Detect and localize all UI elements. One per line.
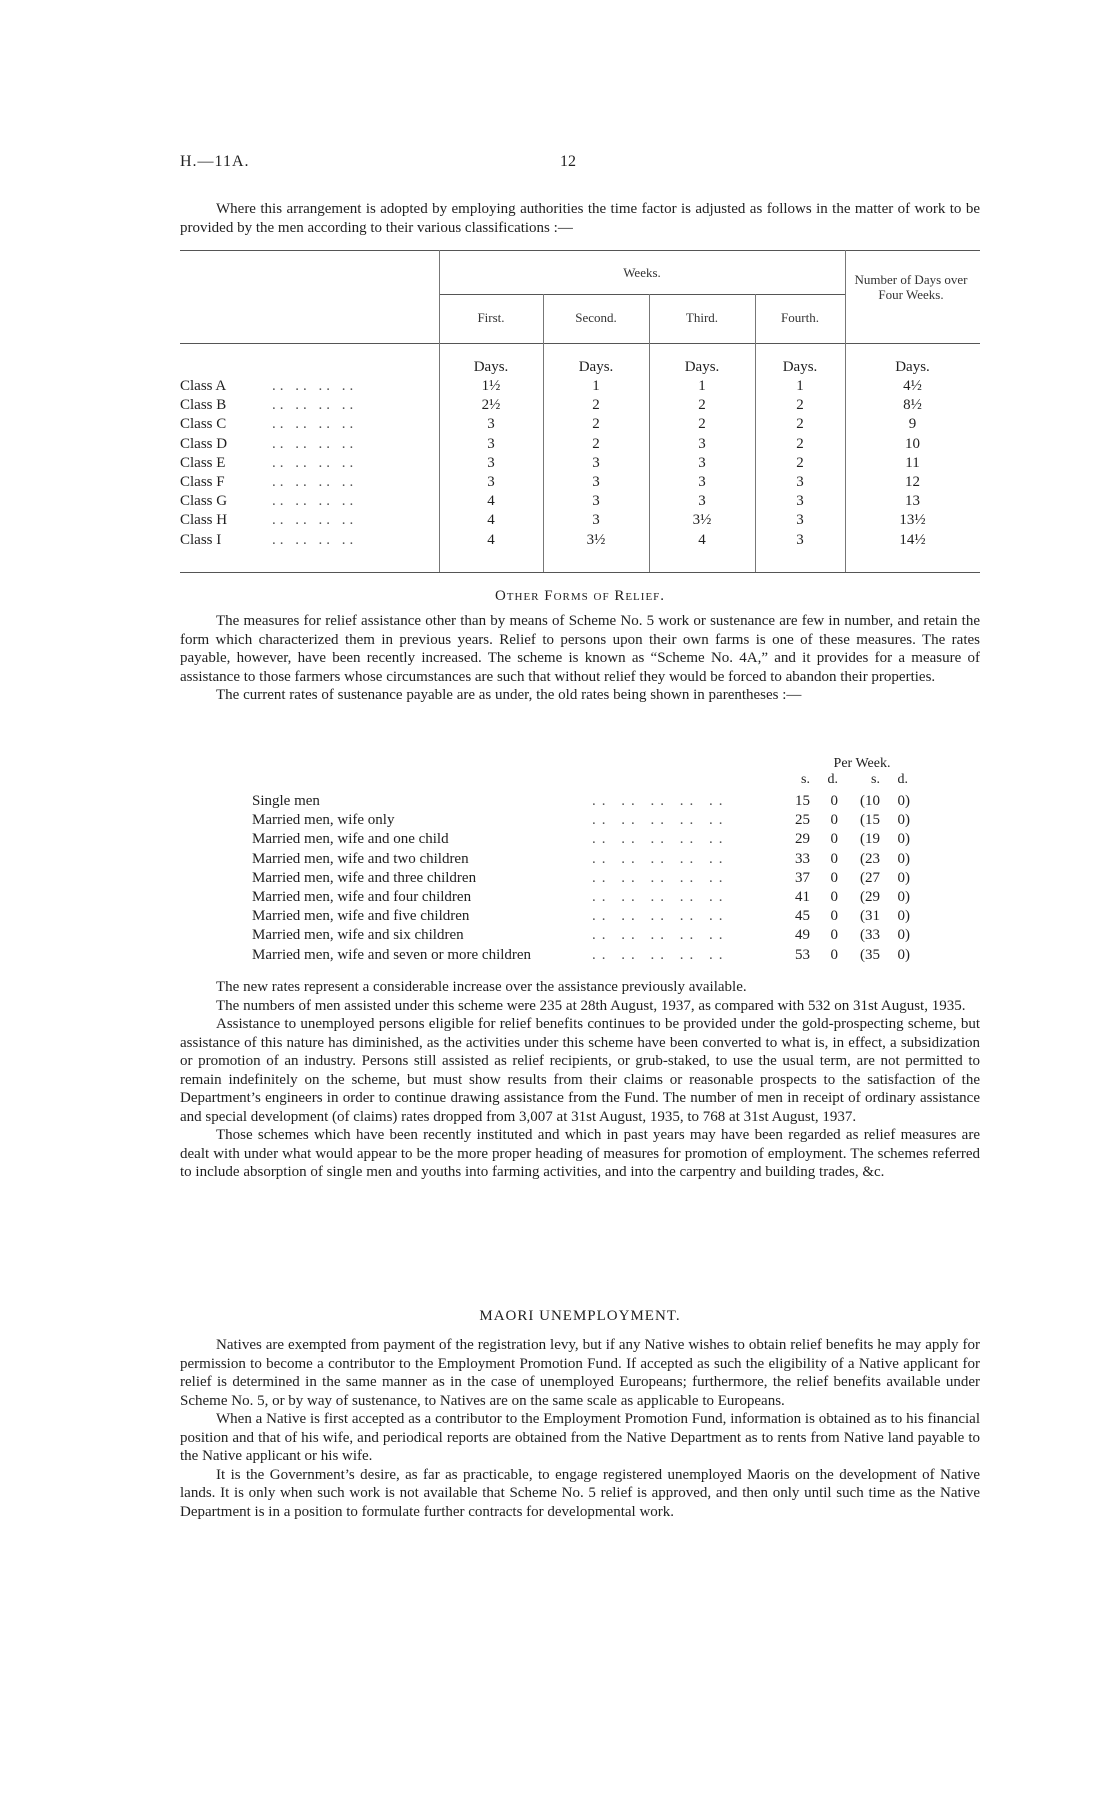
- class-value-cell: 3: [487, 416, 495, 433]
- dot-leader: .. .. .. .. ..: [592, 946, 729, 963]
- rate-new-s: 25: [795, 812, 810, 829]
- rate-new-s: 49: [795, 927, 810, 944]
- class-value-cell: 3: [487, 474, 495, 490]
- class-label: Class H: [180, 512, 228, 529]
- rate-new-d: 0: [830, 889, 838, 905]
- rate-new-s: 53: [795, 946, 810, 963]
- intro-paragraph: [180, 200, 980, 237]
- class-value-cell: 3: [698, 474, 706, 490]
- class-value-cell: 3: [487, 454, 495, 471]
- class-value-cell: 1: [796, 378, 804, 394]
- rate-old-d: 0): [897, 869, 910, 886]
- per-week-header: Per Week.: [833, 756, 891, 771]
- after-rates-paragraph-1: The new rates represent a considerable increase over the assistance previously available.: [216, 979, 747, 995]
- class-value-cell: 3: [698, 454, 706, 471]
- rate-new-s: 37: [795, 869, 810, 886]
- other-forms-title: [180, 588, 980, 605]
- class-value-cell: 1½: [481, 378, 501, 394]
- unit-s-old: s.: [871, 772, 880, 787]
- rate-row: [252, 850, 912, 869]
- other-forms-paragraph-2: The current rates of sustenance payable are as under, the old rates being shown in parentheses :—: [216, 687, 802, 703]
- unit-s-new: s.: [801, 772, 810, 787]
- dot-leader: .. .. .. .. ..: [592, 889, 729, 905]
- rate-new-d: 0: [830, 908, 838, 925]
- intro-text: Where this arrangement is adopted by employing authorities the time factor is adjusted as follows in the matter of work to be provided by the men according to their various classifications :—: [180, 201, 980, 236]
- rate-old-d: 0): [897, 793, 910, 809]
- class-value-cell: 3: [796, 512, 804, 529]
- class-value-cell: 2½: [481, 397, 501, 414]
- rate-category: Married men, wife and three children: [252, 869, 477, 886]
- sustenance-rates-table: [252, 756, 912, 966]
- class-value-cell: 3: [592, 454, 600, 471]
- dot-leader: .. .. .. ..: [272, 454, 358, 471]
- rate-category: Married men, wife and four children: [252, 889, 472, 905]
- dot-leader: .. .. .. .. ..: [592, 850, 729, 867]
- rate-new-s: 29: [795, 831, 810, 848]
- class-label: Class G: [180, 493, 228, 510]
- rate-new-d: 0: [830, 812, 838, 829]
- dot-leader: .. .. .. ..: [272, 435, 358, 452]
- rate-row: [252, 869, 912, 888]
- rate-new-d: 0: [830, 869, 838, 886]
- rate-row: [252, 830, 912, 849]
- rate-category: Single men: [252, 793, 320, 809]
- rate-new-s: 45: [795, 908, 810, 925]
- week-header-fourth: Fourth.: [781, 310, 819, 325]
- class-value-cell: 4½: [903, 378, 922, 394]
- unit-label-third: Days.: [684, 359, 720, 375]
- dot-leader: .. .. .. .. ..: [592, 908, 729, 925]
- class-value-cell: 4: [487, 512, 495, 529]
- after-rates-paragraph-3: Assistance to unemployed persons eligible for relief benefits continues to be provided under the gold-prospecting scheme, but assistance of this nature has diminished, as the activities under this scheme have been converted to what is, in effect, a subsidization or promotion of an industry. Persons still assisted as relief recipients, or grub-staked, to use the usual term, are not permitted to remain indefinitely on the scheme, but must show results from their claims or reasonable prospects to the satisfaction of the Department’s engineers in order to continue drawing assistance from the Fund. The number of men in receipt of ordinary assistance and special development (of claims) rates dropped from 3,007 at 31st August, 1935, to 768 at 31st August, 1937.: [180, 1016, 980, 1125]
- class-label: Class F: [180, 474, 225, 490]
- class-value-cell: 8½: [903, 397, 922, 414]
- maori-text: [180, 1336, 980, 1521]
- weeks-subheader-rule: [439, 294, 845, 295]
- rate-row: [252, 792, 912, 811]
- unit-label-second: Days.: [578, 359, 614, 375]
- dot-leader: .. .. .. ..: [272, 474, 358, 490]
- class-value-cell: 4: [487, 531, 495, 548]
- unit-label-fourth: Days.: [782, 359, 818, 375]
- class-value-cell: 1: [698, 378, 706, 394]
- week-header-second: Second.: [575, 310, 617, 325]
- class-value-cell: 3: [796, 474, 804, 490]
- rate-old-s: (35: [860, 946, 880, 963]
- week-header-first: First.: [477, 310, 505, 325]
- class-value-cell: 3: [796, 493, 804, 510]
- class-value-cell: 11: [905, 454, 920, 471]
- dot-leader: .. .. .. ..: [272, 512, 358, 529]
- other-forms-title-text: Other Forms of Relief.: [494, 588, 666, 604]
- maori-paragraph-1: Natives are exempted from payment of the registration levy, but if any Native wishes to obtain relief benefits he may apply for permission to become a contributor to the Employment Promotion Fund. If accepted as such the eligibility of a Native applicant for relief is determined in the same manner as in the case of unemployed Europeans; furthermore, the relief benefits available under Scheme No. 5, or by way of sustenance, to Natives are on the same scale as applicable to Europeans.: [180, 1337, 980, 1409]
- class-value-cell: 2: [698, 416, 706, 433]
- rate-new-s: 33: [795, 850, 810, 867]
- class-value-cell: 2: [796, 435, 804, 452]
- class-label: Class A: [180, 378, 227, 394]
- table-bottom-rule: [180, 572, 980, 573]
- after-rates-paragraph-2: The numbers of men assisted under this scheme were 235 at 28th August, 1937, as compared with 532 on 31st August, 1935.: [216, 997, 966, 1014]
- unit-d-old: d.: [897, 772, 908, 787]
- class-value-cell: 3: [698, 435, 706, 452]
- rate-new-s: 15: [795, 793, 810, 809]
- other-forms-text: [180, 612, 980, 705]
- after-rates-paragraph-4: Those schemes which have been recently instituted and which in past years may have been regarded as relief measures are dealt with under what would appear to be the more proper heading of measures for promotion of employment. The schemes referred to include absorption of single men and youths into farming activities, and into the carpentry and building trades, &c.: [180, 1127, 980, 1180]
- class-label: Class C: [180, 416, 227, 433]
- class-value-cell: 2: [796, 397, 804, 414]
- rate-row: [252, 926, 912, 945]
- class-value-cell: 3: [698, 493, 706, 510]
- rate-old-s: (10: [860, 793, 880, 809]
- dot-leader: .. .. .. ..: [272, 397, 358, 414]
- extra-days-header: Number of Days over Four Weeks.: [854, 272, 968, 302]
- class-label: Class B: [180, 397, 227, 414]
- rate-new-d: 0: [830, 946, 838, 963]
- class-value-cell: 1: [592, 378, 600, 394]
- dot-leader: .. .. .. ..: [272, 378, 358, 394]
- class-value-cell: 13: [905, 493, 920, 510]
- dot-leader: .. .. .. .. ..: [592, 831, 729, 848]
- table-top-rule: [180, 250, 980, 251]
- dot-leader: .. .. .. ..: [272, 531, 358, 548]
- rate-old-s: (15: [860, 812, 880, 829]
- dot-leader: .. .. .. ..: [272, 493, 358, 510]
- class-value-cell: 2: [592, 435, 600, 452]
- class-value-cell: 2: [796, 454, 804, 471]
- class-value-cell: 2: [592, 416, 600, 433]
- class-value-cell: 3: [592, 493, 600, 510]
- rate-old-s: (23: [860, 850, 880, 867]
- rate-old-d: 0): [897, 927, 910, 944]
- class-value-cell: 3: [592, 474, 600, 490]
- rate-row: [252, 888, 912, 907]
- class-value-cell: 3: [487, 435, 495, 452]
- unit-label-extra: Days.: [895, 359, 930, 375]
- rate-old-d: 0): [897, 812, 910, 829]
- class-value-cell: 3½: [692, 512, 712, 529]
- rate-row: [252, 907, 912, 926]
- rate-new-d: 0: [830, 831, 838, 848]
- dot-leader: .. .. .. .. ..: [592, 869, 729, 886]
- page-number: 12: [560, 153, 576, 170]
- rate-category: Married men, wife and one child: [252, 831, 449, 848]
- unit-d-new: d.: [827, 772, 838, 787]
- classification-table: [180, 250, 980, 572]
- rate-row: [252, 811, 912, 830]
- dot-leader: .. .. .. .. ..: [592, 812, 729, 829]
- maori-paragraph-2: When a Native is first accepted as a contributor to the Employment Promotion Fund, information is obtained as to his financial position and that of his wife, and periodical reports are obtained from the Native Department as to rents from Native land payable to the Native applicant or his wife.: [180, 1411, 980, 1464]
- rate-old-s: (19: [860, 831, 880, 848]
- class-value-cell: 3: [592, 512, 600, 529]
- week-header-third: Third.: [685, 310, 719, 325]
- class-label: Class E: [180, 454, 226, 471]
- class-value-cell: 3½: [586, 531, 606, 548]
- class-value-cell: 2: [592, 397, 600, 414]
- rate-category: Married men, wife and five children: [252, 908, 470, 925]
- class-value-cell: 4: [698, 531, 706, 548]
- class-value-cell: 13½: [899, 512, 926, 529]
- rate-category: Married men, wife and six children: [252, 927, 464, 944]
- rate-new-d: 0: [830, 850, 838, 867]
- rate-category: Married men, wife and two children: [252, 850, 469, 867]
- rate-old-d: 0): [897, 889, 910, 905]
- rate-old-s: (29: [860, 889, 880, 905]
- class-value-cell: 3: [796, 531, 804, 548]
- rate-new-d: 0: [830, 927, 838, 944]
- class-value-cell: 2: [698, 397, 706, 414]
- rate-row: [252, 946, 912, 965]
- rate-old-s: (33: [860, 927, 880, 944]
- rate-new-s: 41: [795, 889, 810, 905]
- dot-leader: .. .. .. .. ..: [592, 793, 729, 809]
- dot-leader: .. .. .. .. ..: [592, 927, 729, 944]
- class-value-cell: 9: [908, 416, 917, 433]
- other-forms-paragraph-1: The measures for relief assistance other than by means of Scheme No. 5 work or sustenance are few in number, and retain the form which characterized them in previous years. Relief to persons upon their own farms is one of these measures. The rates payable, however, have been recently increased. The scheme is known as “Scheme No. 4A,” and it provides for a measure of assistance to those farmers whose circumstances are such that without relief they would be forced to abandon their properties.: [180, 613, 980, 685]
- rate-old-s: (31: [860, 908, 880, 925]
- rate-category: Married men, wife only: [252, 812, 395, 829]
- class-label: Class D: [180, 435, 228, 452]
- rate-category: Married men, wife and seven or more children: [252, 946, 532, 963]
- rate-new-d: 0: [830, 793, 838, 809]
- class-value-cell: 14½: [899, 531, 926, 548]
- class-value-cell: 2: [796, 416, 804, 433]
- unit-label-first: Days.: [473, 359, 509, 375]
- maori-paragraph-3: It is the Government’s desire, as far as practicable, to engage registered unemployed Maoris on the development of Native lands. It is only when such work is not available that Scheme No. 5 relief is approved, and then only until such time as the Native Department is in a position to formulate further contracts for developmental work.: [180, 1466, 980, 1520]
- running-header: [180, 153, 970, 175]
- rate-old-d: 0): [897, 908, 910, 925]
- rate-old-d: 0): [897, 946, 910, 963]
- class-value-cell: 12: [905, 474, 920, 490]
- document-reference: H.—11A.: [180, 153, 250, 170]
- class-value-cell: 4: [487, 493, 495, 510]
- class-label: Class I: [180, 531, 222, 548]
- maori-title: MAORI UNEMPLOYMENT.: [479, 1308, 681, 1324]
- table-header-rule: [180, 343, 980, 344]
- rate-old-s: (27: [860, 869, 880, 886]
- rate-old-d: 0): [897, 831, 910, 848]
- dot-leader: .. .. .. ..: [272, 416, 358, 433]
- after-rates-text: [180, 978, 980, 1182]
- rate-old-d: 0): [897, 850, 910, 867]
- weeks-header: Weeks.: [623, 265, 661, 280]
- class-value-cell: 10: [905, 435, 920, 452]
